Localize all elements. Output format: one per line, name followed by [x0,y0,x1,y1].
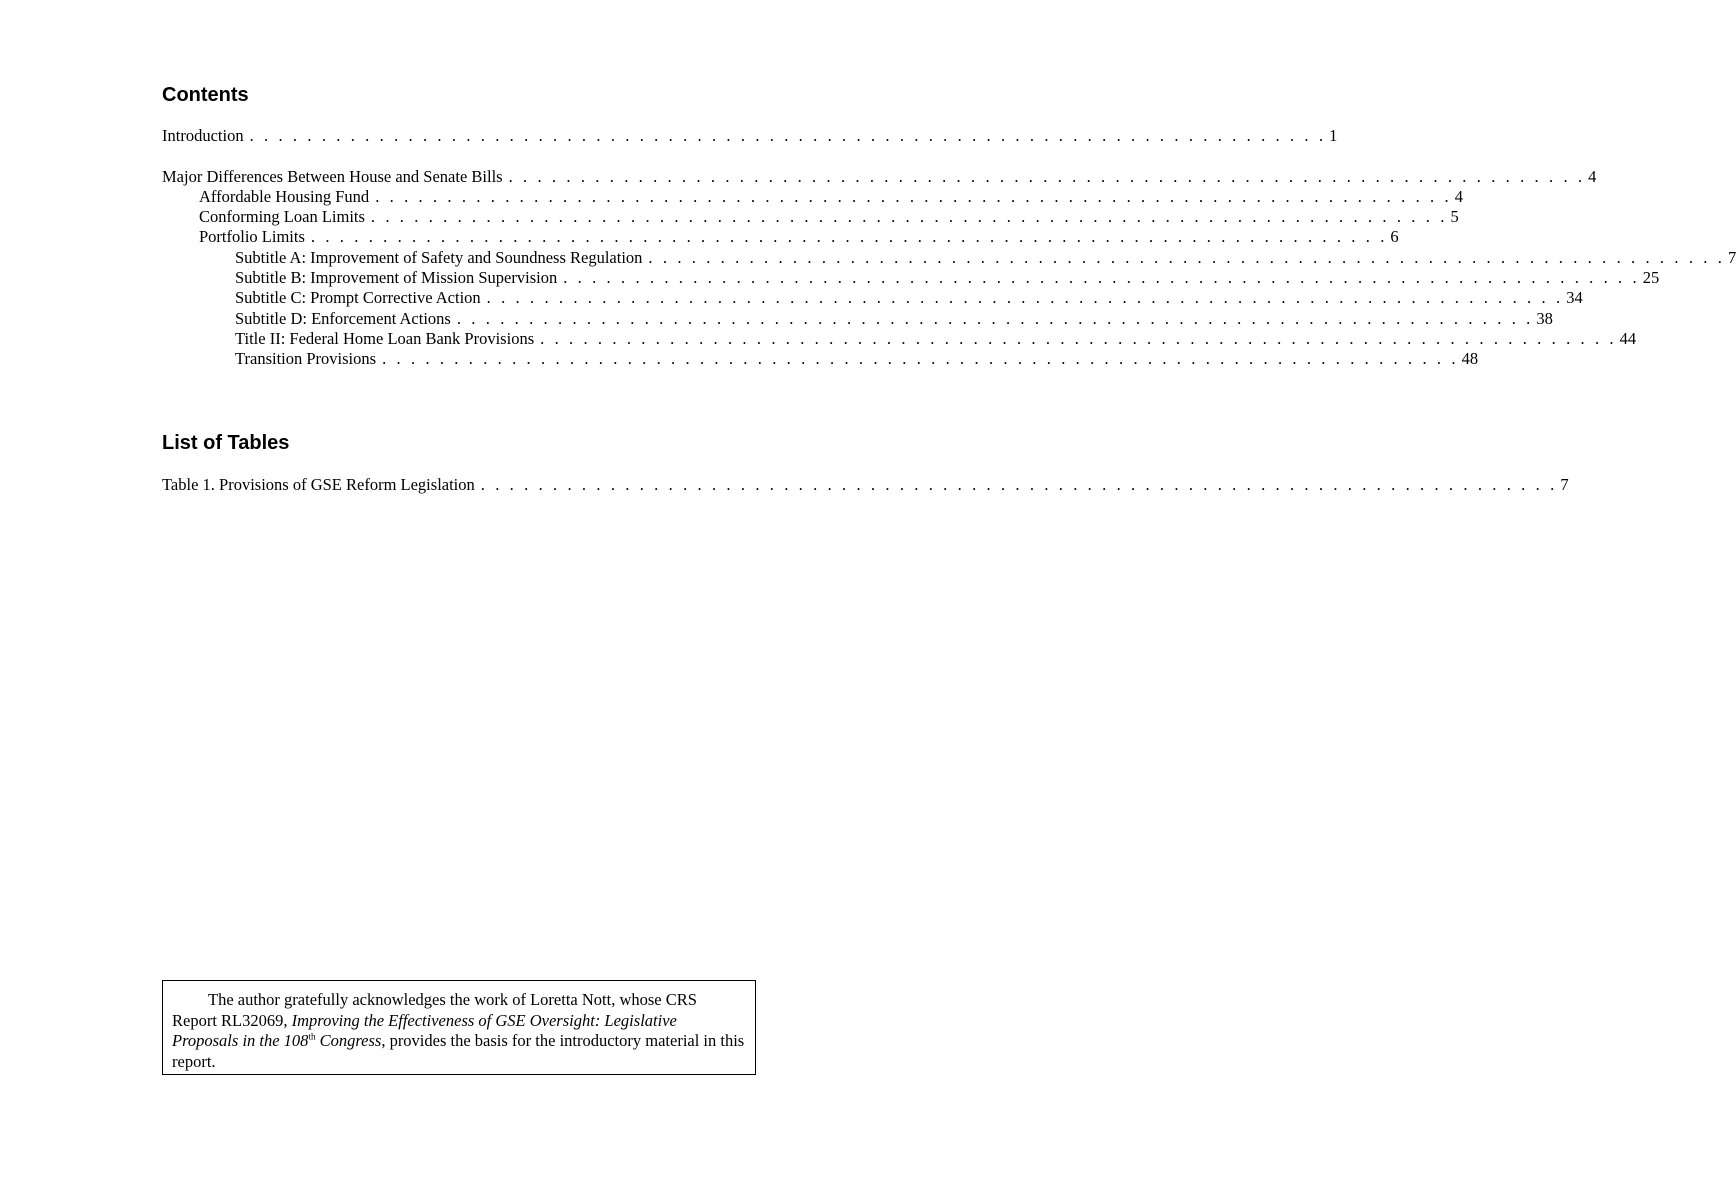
dot-leader: . . . . . . . . . . . . . . . . . . . . . . . . . . . . . . . . . . . . . . . . . . . . . . . . . . . . . . . . . . . . . . . . . . . . . . . . . . . [540,328,1617,348]
toc-entry-subtitle-c[interactable] [162,288,1583,308]
dot-leader: . . . . . . . . . . . . . . . . . . . . . . . . . . . . . . . . . . . . . . . . . . . . . . . . . . . . . . . . . . . . . . . . . . . . . . . . . . . [648,247,1725,267]
toc-entry-title-ii[interactable] [162,328,1637,349]
toc-entry-title: Conforming Loan Limits [199,207,365,227]
toc-entry-title: Subtitle B: Improvement of Mission Supervision [235,268,558,288]
toc-entry-title: Major Differences Between House and Senate Bills [162,166,503,186]
toc-entry-transition-provisions[interactable] [162,349,1479,369]
toc-entry-page: 38 [1536,308,1553,328]
contents-list [162,126,1736,370]
toc-entry-title: Subtitle A: Improvement of Safety and Soundness Regulation [235,247,643,267]
toc-entry-page: 6 [1390,227,1399,247]
toc-entry-page: 4 [1588,166,1597,186]
dot-leader: . . . . . . . . . . . . . . . . . . . . . . . . . . . . . . . . . . . . . . . . . . . . . . . . . . . . . . . . . . . . . . . . . . . . . . . . . . . [370,207,1448,227]
toc-entry-title: Subtitle D: Enforcement Actions [235,308,451,328]
toc-entry-page: 1 [1329,126,1338,145]
toc-entry-page: 34 [1566,288,1583,308]
toc-entry-title: Table 1. Provisions of GSE Reform Legislation [162,475,475,494]
toc-entry-subtitle-b[interactable] [162,268,1660,288]
dot-leader: . . . . . . . . . . . . . . . . . . . . . . . . . . . . . . . . . . . . . . . . . . . . . . . . . . . . . . . . . . . . . . . . . . . . . . . . . . . [456,308,1534,328]
toc-entry-page: 44 [1619,328,1637,348]
dot-leader: . . . . . . . . . . . . . . . . . . . . . . . . . . . . . . . . . . . . . . . . . . . . . . . . . . . . . . . . . . . . . . . . . . . . . . . . . . . [563,268,1640,288]
toc-entry-title: Affordable Housing Fund [199,186,370,206]
acknowledgment-text-end: , provides the basis for the introductory material in this report. [172,1031,745,1071]
toc-entry-major-differences[interactable] [162,166,1597,187]
toc-entry-subtitle-d[interactable] [162,308,1553,329]
dot-leader: . . . . . . . . . . . . . . . . . . . . . . . . . . . . . . . . . . . . . . . . . . . . . . . . . . . . . . . . . . . . . . . . . . . . . . . . . . . [508,166,1586,186]
toc-entry-page: 7 [1560,475,1569,494]
report-title-italic: Improving the Effectiveness of GSE Oversight: Legislative Proposals in the 108 [172,1010,677,1050]
contents-heading: Contents [162,84,249,106]
ordinal-superscript: th [308,1031,316,1042]
toc-entry-page: 4 [1454,186,1463,206]
toc-entry-page: 5 [1450,207,1459,227]
toc-entry-introduction[interactable] [162,126,1338,146]
acknowledgment-box [162,980,756,1075]
toc-entry-subtitle-a[interactable] [162,247,1736,268]
dot-leader: . . . . . . . . . . . . . . . . . . . . . . . . . . . . . . . . . . . . . . . . . . . . . . . . . . . . . . . . . . . . . . . . . . . . . . . . . . . [486,288,1564,308]
toc-entry-title: Title II: Federal Home Loan Bank Provisions [235,328,535,348]
toc-entry-conforming-loan-limits[interactable] [162,207,1459,227]
toc-entry-page: 7 [1727,247,1736,267]
dot-leader: . . . . . . . . . . . . . . . . . . . . . . . . . . . . . . . . . . . . . . . . . . . . . . . . . . . . . . . . . . . . . . . . . . . . . . . . . . . [310,227,1388,247]
toc-entry-affordable-housing[interactable] [162,186,1463,207]
toc-entry-page: 48 [1461,349,1479,369]
toc-entry-title: Subtitle C: Prompt Corrective Action [235,288,481,308]
dot-leader: . . . . . . . . . . . . . . . . . . . . . . . . . . . . . . . . . . . . . . . . . . . . . . . . . . . . . . . . . . . . . . . . . . . . . . . . . . . [382,349,1459,369]
toc-entry-table-1[interactable] [162,475,1569,495]
dot-leader: . . . . . . . . . . . . . . . . . . . . . . . . . . . . . . . . . . . . . . . . . . . . . . . . . . . . . . . . . . . . . . . . . . . . . . . . . . . [375,186,1452,206]
toc-entry-page: 25 [1642,268,1660,288]
toc-entry-portfolio-limits[interactable] [162,227,1399,247]
toc-entry-title: Portfolio Limits [199,227,305,247]
dot-leader: . . . . . . . . . . . . . . . . . . . . . . . . . . . . . . . . . . . . . . . . . . . . . . . . . . . . . . . . . . . . . . . . . . . . . . . . . . . [480,475,1558,494]
dot-leader: . . . . . . . . . . . . . . . . . . . . . . . . . . . . . . . . . . . . . . . . . . . . . . . . . . . . . . . . . . . . . . . . . . . . . . . . . . . [249,126,1327,145]
toc-entry-title: Introduction [162,126,244,145]
report-title-italic-end: Congress [315,1031,382,1050]
toc-entry-title: Transition Provisions [235,349,377,369]
acknowledgment-text: The author gratefully acknowledges the work of Loretta Nott, whose CRS Report RL32069, [172,990,697,1030]
tables-list [162,475,1569,495]
list-of-tables-heading: List of Tables [162,432,290,454]
